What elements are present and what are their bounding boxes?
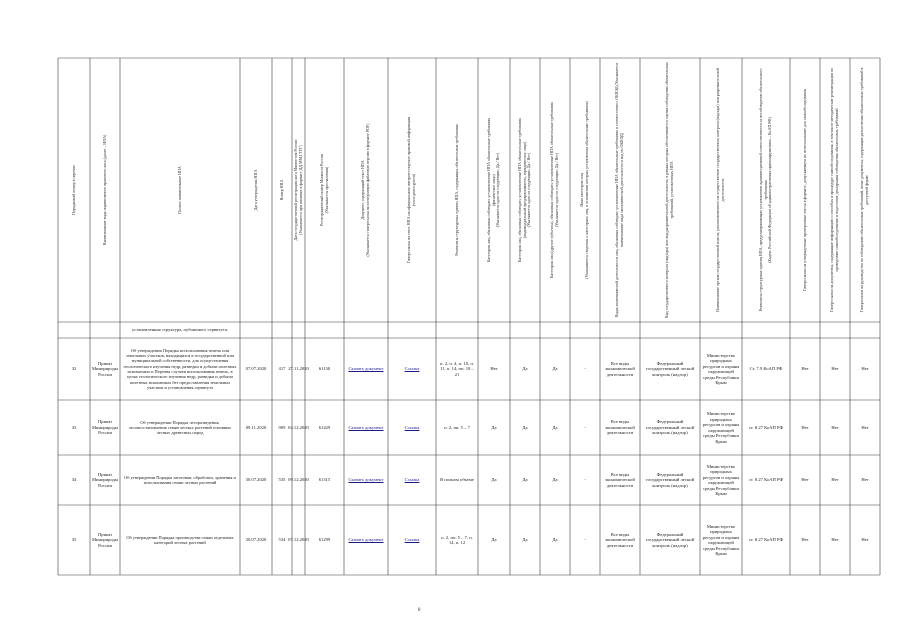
cell-lists: Нет bbox=[861, 366, 869, 372]
cell-control: Федеральный государственный лесной контроль (надзор) bbox=[645, 419, 695, 436]
cell-control: Федеральный государственный лесной контроль (надзор) bbox=[645, 471, 695, 488]
cell-regdate: 27.11.2020 bbox=[288, 366, 309, 372]
cell-body: Министерство природных ресурсов и охраны окружающей среды Республики Крым bbox=[702, 411, 740, 444]
cell-regdate: 04.12.2020 bbox=[288, 424, 309, 430]
column-header-c2 bbox=[510, 61, 540, 319]
column-header-full bbox=[120, 61, 240, 319]
column-header-c1 bbox=[478, 61, 510, 319]
column-header-docs bbox=[820, 61, 850, 319]
column-header-text: Наименование органа государственной власти, уполномоченного на осуществление государственного контроля (надзора) или разрешительной деятельности bbox=[715, 68, 725, 312]
cell-koap: ст. 8.27 КоАП РФ bbox=[748, 424, 784, 430]
cell-body: Министерство природных ресурсов и охраны окружающей среды Республики Крым bbox=[702, 523, 740, 556]
cell-c2: Да bbox=[522, 424, 528, 430]
cell-regnum: 61130 bbox=[318, 366, 331, 372]
column-header-num bbox=[272, 61, 292, 319]
column-header-n bbox=[58, 61, 90, 319]
cell-kind: Приказ Минприроды России bbox=[91, 471, 119, 488]
column-header-text: Гиперссылка на текст НПА на официальном интернет-портале правовой информации (www.pravo.gov.ru) bbox=[406, 116, 416, 264]
cell-kind: Приказ Минприроды России bbox=[91, 419, 119, 436]
cell-date: 09.11.2020 bbox=[245, 424, 267, 430]
column-header-date bbox=[240, 61, 272, 319]
cell-activity: Все виды экономической деятельности bbox=[605, 360, 635, 377]
column-header-text: Иная категория лиц (Указываются сведения о категориях лиц, в отношении которых установлены обязательные требования) bbox=[579, 101, 589, 279]
cell-units: п. 2, пп. 5 – 7 bbox=[444, 424, 470, 430]
column-header-text: Гиперссылки на руководства по соблюдению обязательных требований, иные документы, содержащие разъяснения обязательных требований в доступной форме bbox=[859, 67, 869, 313]
column-header-text: Дата утверждения НПА bbox=[252, 169, 258, 211]
cell-regnum: 61299 bbox=[318, 537, 331, 543]
cell-date: 30.07.2020 bbox=[245, 537, 267, 543]
cell-date: 30.07.2020 bbox=[245, 477, 267, 483]
cell-body: Министерство природных ресурсов и охраны окружающей среды Республики Крым bbox=[702, 463, 740, 496]
cell-control: Федеральный государственный лесной контроль (надзор) bbox=[645, 360, 695, 377]
cell-units: п. 2, пп. 5 – 7, п. 14, п. 12 bbox=[441, 534, 473, 545]
cell-full: Об утверждении Порядка лесоразведения, лесовосстановления семян лесных растений основных лесных древесных пород bbox=[128, 419, 232, 436]
cell-c1: Да bbox=[491, 477, 497, 483]
cell-other: - bbox=[584, 477, 586, 483]
pravo-link[interactable]: Ссылка bbox=[404, 366, 420, 372]
cell-c3: Да bbox=[552, 537, 558, 543]
cell-n: 35 bbox=[71, 537, 77, 543]
cell-guide: Нет bbox=[801, 424, 809, 430]
column-header-kind bbox=[90, 61, 120, 319]
column-header-text: Гиперссылки на утвержденные проверочные листы в формате, допускающем их использование для самообследования bbox=[801, 88, 807, 292]
cell-guide: Нет bbox=[801, 477, 809, 483]
cell-regdate: 09.12.2020 bbox=[288, 477, 309, 483]
cell-num: 417 bbox=[278, 366, 286, 372]
cell-num: 909 bbox=[278, 424, 286, 430]
cell-full: Об утверждении Порядка производства семян отдельных категорий лесных растений bbox=[126, 534, 234, 545]
cell-docs: Нет bbox=[831, 366, 839, 372]
cell-koap: Ст. 7.9 КоАП РФ bbox=[749, 366, 783, 372]
download-document-link[interactable]: Скачать документ bbox=[348, 477, 384, 483]
column-header-guide bbox=[790, 61, 820, 319]
cell-body: Министерство природных ресурсов и охраны окружающей среды Республики Крым bbox=[702, 352, 740, 385]
column-header-text: Номер НПА bbox=[278, 179, 284, 201]
column-header-body bbox=[700, 61, 742, 319]
cell-regnum: 61315 bbox=[318, 477, 331, 483]
download-document-link[interactable]: Скачать документ bbox=[348, 537, 384, 543]
cell-lists: Нет bbox=[861, 424, 869, 430]
column-header-activity bbox=[600, 61, 640, 319]
cell-c1: Нет bbox=[490, 366, 498, 372]
cell-regnum: 61429 bbox=[318, 424, 331, 430]
cell-n: 32 bbox=[71, 366, 77, 372]
column-header-doc bbox=[344, 61, 388, 319]
cell-activity: Все виды экономической деятельности bbox=[605, 419, 635, 436]
cell-regdate: 07.12.2020 bbox=[288, 537, 309, 543]
column-header-text: Наименование вида нормативного правового акта (далее – НПА) bbox=[101, 134, 107, 246]
cell-lists: Нет bbox=[861, 537, 869, 543]
cell-full: Об утверждении Порядка заготовки, обработки, хранения и использования семян лесных растений bbox=[124, 474, 236, 485]
cell-c1: Да bbox=[491, 424, 497, 430]
column-header-text: Документ, содержащий текст НПА (Указывается гиперссылка на электронную файловую версию в формате PDF) bbox=[360, 123, 370, 257]
cell-c2: Да bbox=[522, 477, 528, 483]
cell-docs: Нет bbox=[831, 477, 839, 483]
column-header-text: Дата государственной регистрации акта Минюстом России (Указывается при наличии в формате ДД.ММ.ГГГГ) bbox=[292, 139, 303, 241]
column-header-regnum bbox=[305, 61, 344, 319]
cell-kind: Приказ Минприроды России bbox=[91, 531, 119, 548]
column-header-regdate bbox=[292, 61, 305, 319]
cell-c3: Да bbox=[552, 424, 558, 430]
cell-lists: Нет bbox=[861, 477, 869, 483]
column-header-text: Гиперссылки на документы, содержащие информацию о способах и процедуре самообследования, в том числе методические рекомендации по проведению самообследования и подготовке декларации соблюдения обязательных требований bbox=[829, 67, 839, 313]
cell-koap: ст. 8.27 КоАП РФ bbox=[748, 477, 784, 483]
column-header-link bbox=[388, 61, 436, 319]
cell-c3: Да bbox=[552, 366, 558, 372]
pravo-link[interactable]: Ссылка bbox=[404, 424, 420, 430]
cell-other: - bbox=[584, 424, 586, 430]
column-header-c3 bbox=[540, 61, 570, 319]
pravo-link[interactable]: Ссылка bbox=[404, 537, 420, 543]
column-header-text: Вид государственного контроля (надзора) или вид разрешительной деятельности, в рамках которых обеспечивается оценка соблюдения обязательных требований, установленных НПА bbox=[664, 61, 674, 319]
cell-units: В полном объеме bbox=[440, 477, 474, 483]
cell-num: 535 bbox=[278, 477, 286, 483]
column-header-text: Категория лиц, обязанных соблюдать установленные НПА обязательные требования (физическое лицо) (Указывается одно из следующих: Да / Нет) bbox=[486, 117, 501, 263]
cell-kind: Приказ Минприроды России bbox=[91, 360, 119, 377]
column-header-text: Категория лиц (другие субъекты), обязанных соблюдать установленные НПА обязательные требования (Указывается одно из следующих: Да / Нет) bbox=[549, 101, 559, 279]
column-header-other bbox=[570, 61, 600, 319]
download-document-link[interactable]: Скачать документ bbox=[348, 424, 384, 430]
column-header-text: Реквизиты структурных единиц НПА, содержащих обязательные требования bbox=[453, 124, 459, 256]
cell-units: п. 2, п. 4, п. 10, п. 11, п. 14, пп. 18 – 21 bbox=[440, 360, 474, 377]
column-header-units bbox=[436, 61, 478, 319]
column-header-text: Реквизиты структурных единиц НПА, предусматривающих установление административной ответственности за несоблюдение обязательного требования (Кодекс Российской Федерации об административных правонарушениях – КоАП РФ) bbox=[758, 68, 773, 312]
cell-date: 07.07.2020 bbox=[245, 366, 267, 372]
cell-activity: Все виды экономической деятельности bbox=[605, 471, 635, 488]
cell-other: - bbox=[584, 366, 586, 372]
cell-full: Об утверждении Порядка использования земель или земельных участков, находящихся в государственной или муниципальной собственности, для осуществления геологического изучения недр, разведки и добычи полезных ископаемых и Перечня случаев использования земель, в целях геологического изучения недр, разведки и добычи полезных ископаемых без предоставления земельных участков и установления сервитута bbox=[123, 347, 237, 390]
column-header-text: Полное наименование НПА bbox=[176, 166, 182, 214]
cell-guide: Нет bbox=[801, 537, 809, 543]
cell-c2: Да bbox=[522, 366, 528, 372]
column-header-lists bbox=[850, 61, 880, 319]
cell-control: Федеральный государственный лесной контроль (надзор) bbox=[645, 531, 695, 548]
cell-guide: Нет bbox=[801, 366, 809, 372]
column-header-koap bbox=[742, 61, 790, 319]
cell-docs: Нет bbox=[831, 537, 839, 543]
cell-koap: ст. 8.27 КоАП РФ bbox=[748, 537, 784, 543]
column-header-text: Виды экономической деятельности лиц, обязанных соблюдать установленные НПА обязательные требования в соответствии с ОКВЭД (Указывается наименование вида экономической деятельности и код по ОКВЭД) bbox=[614, 62, 624, 318]
column-header-text: Порядковый номер в перечне bbox=[70, 165, 76, 215]
cell-c3: Да bbox=[552, 477, 558, 483]
cell-n: 34 bbox=[71, 477, 77, 483]
cell-num: 534 bbox=[278, 537, 286, 543]
download-document-link[interactable]: Скачать документ bbox=[348, 366, 384, 372]
pravo-link[interactable]: Ссылка bbox=[404, 477, 420, 483]
column-header-text: Регистрационный номер Минюста России (Указывается при наличии) bbox=[318, 153, 329, 227]
cell-c1: Да bbox=[491, 537, 497, 543]
cell-other: - bbox=[584, 537, 586, 543]
continuation-text: установленная структура, публичного сервитута. bbox=[131, 327, 229, 333]
column-header-text: Категория лиц, обязанных соблюдать установленные НПА обязательные требования (индивидуальный предприниматель, юридическое лицо) (Указывается одно из следующих: Да / Нет) bbox=[517, 117, 532, 263]
cell-n: 33 bbox=[71, 424, 77, 430]
cell-c2: Да bbox=[522, 537, 528, 543]
cell-activity: Все виды экономической деятельности bbox=[605, 531, 635, 548]
column-header-control bbox=[640, 61, 700, 319]
page-number: 8 bbox=[418, 608, 421, 613]
cell-docs: Нет bbox=[831, 424, 839, 430]
